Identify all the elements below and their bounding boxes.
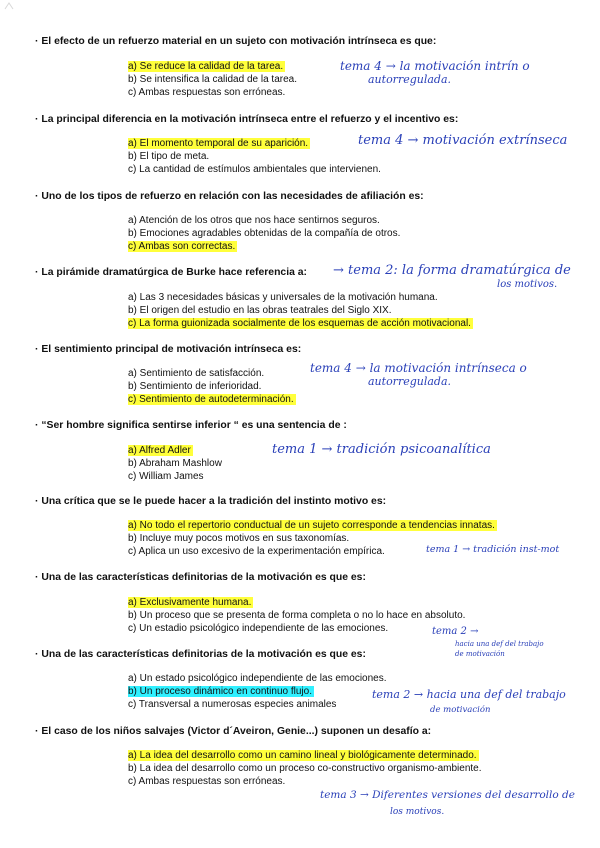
handwritten-note: tema 1 → tradición psicoanalítica [272, 442, 491, 457]
answer-option: a) Sentimiento de satisfacción. [128, 368, 265, 379]
question-title: · La principal diferencia en la motivación intrínseca entre el refuerzo y el incentivo es: [35, 114, 459, 125]
handwritten-note: tema 4 → la motivación intrín o [340, 59, 530, 73]
answer-option: a) Alfred Adler [128, 445, 191, 456]
question-title: · Una crítica que se le puede hacer a la tradición del instinto motivo es: [35, 496, 387, 507]
question-title: · El caso de los niños salvajes (Victor d´Aveiron, Genie...) suponen un desafío a: [35, 726, 432, 737]
answer-option: c) Ambas respuestas son erróneas. [128, 776, 286, 787]
answer-option: c) Transversal a numerosas especies animales [128, 699, 337, 710]
question-title: · El sentimiento principal de motivación intrínseca es: [35, 344, 302, 355]
answer-option: c) Un estadio psicológico independiente de las emociones. [128, 623, 389, 634]
handwritten-note: autorregulada. [368, 73, 452, 86]
answer-option: b) El origen del estudio en las obras teatrales del Siglo XIX. [128, 305, 392, 316]
handwritten-note: los motivos. [390, 807, 445, 817]
answer-option: c) Sentimiento de autodeterminación. [128, 394, 294, 405]
answer-option: a) Exclusivamente humana. [128, 597, 252, 608]
answer-option: a) Se reduce la calidad de la tarea. [128, 61, 284, 72]
question-title: · Uno de los tipos de refuerzo en relación con las necesidades de afiliación es: [35, 191, 424, 202]
handwritten-note: de motivación [455, 650, 505, 658]
corner-mark-icon [4, 2, 14, 10]
handwritten-note: tema 2 → [432, 626, 479, 637]
question-title: · “Ser hombre significa sentirse inferior “ es una sentencia de : [35, 420, 347, 431]
answer-option: b) Un proceso que se presenta de forma completa o no lo hace en absoluto. [128, 610, 466, 621]
answer-option: c) William James [128, 471, 204, 482]
answer-option: a) El momento temporal de su aparición. [128, 138, 309, 149]
question-title: · Una de las características definitorias de la motivación es que es: [35, 649, 366, 660]
answer-option: b) Incluye muy pocos motivos en sus taxonomías. [128, 533, 350, 544]
question-title: · La pirámide dramatúrgica de Burke hace referencia a: [35, 267, 308, 278]
answer-option: a) Atención de los otros que nos hace sentirnos seguros. [128, 215, 380, 226]
handwritten-note: → tema 2: la forma dramatúrgica de [333, 263, 571, 278]
answer-option: a) No todo el repertorio conductual de un sujeto corresponde a tendencias innatas. [128, 520, 495, 531]
answer-option: b) Sentimiento de inferioridad. [128, 381, 262, 392]
question-title: · El efecto de un refuerzo material en un sujeto con motivación intrínseca es que: [35, 36, 437, 47]
handwritten-note: de motivación [430, 705, 491, 715]
answer-option: a) La idea del desarrollo como un camino lineal y biológicamente determinado. [128, 750, 477, 761]
handwritten-note: tema 3 → Diferentes versiones del desarrollo de [320, 789, 575, 801]
handwritten-note: tema 4 → motivación extrínseca [358, 133, 568, 148]
handwritten-note: autorregulada. [368, 375, 452, 388]
handwritten-note: tema 4 → la motivación intrínseca o [310, 361, 527, 375]
answer-option: b) Un proceso dinámico en continuo flujo. [128, 686, 312, 697]
handwritten-note: los motivos. [497, 279, 558, 290]
answer-option: b) Se intensifica la calidad de la tarea. [128, 74, 297, 85]
answer-option: c) La forma guionizada socialmente de los esquemas de acción motivacional. [128, 318, 471, 329]
answer-option: c) Aplica un uso excesivo de la experimentación empírica. [128, 546, 385, 557]
handwritten-note: hacia una def del trabajo [455, 640, 544, 648]
question-title: · Una de las características definitorias de la motivación es que es: [35, 572, 366, 583]
handwritten-note: tema 2 → hacia una def del trabajo [372, 688, 566, 701]
answer-option: c) Ambas son correctas. [128, 241, 236, 252]
answer-option: c) Ambas respuestas son erróneas. [128, 87, 286, 98]
answer-option: a) Un estado psicológico independiente de las emociones. [128, 673, 387, 684]
answer-option: c) La cantidad de estímulos ambientales que intervienen. [128, 164, 381, 175]
answer-option: b) Abraham Mashlow [128, 458, 222, 469]
answer-option: a) Las 3 necesidades básicas y universales de la motivación humana. [128, 292, 438, 303]
answer-option: b) La idea del desarrollo como un proceso co-constructivo organismo-ambiente. [128, 763, 482, 774]
answer-option: b) El tipo de meta. [128, 151, 210, 162]
handwritten-note: tema 1 → tradición inst-mot [426, 544, 560, 555]
answer-option: b) Emociones agradables obtenidas de la compañía de otros. [128, 228, 401, 239]
